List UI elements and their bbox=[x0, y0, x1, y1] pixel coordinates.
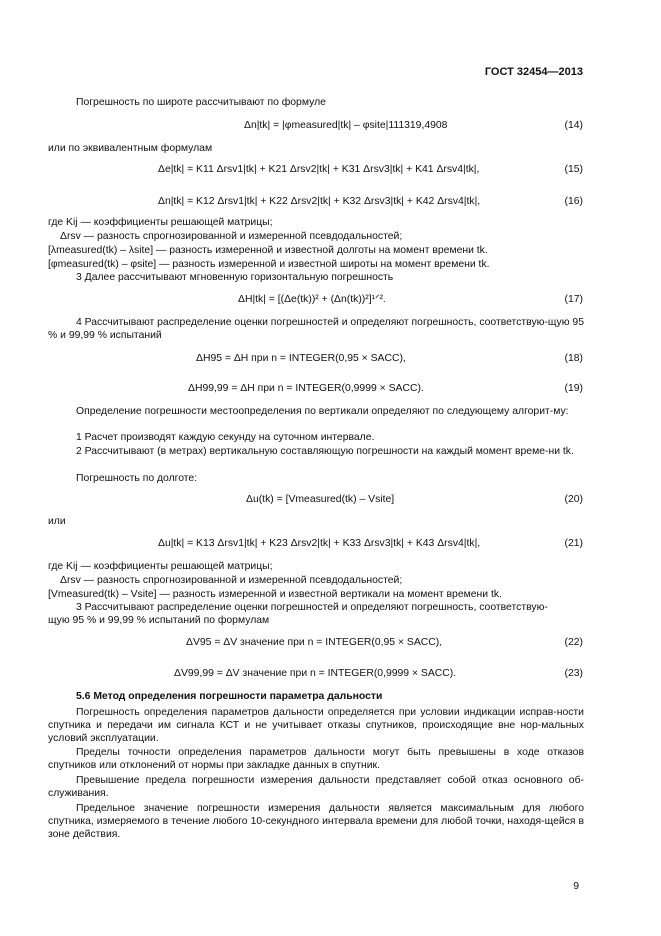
paragraph-6: Погрешность определения параметров дальности определяется при условии индикации исправ-ности спутника и передачи им сигнала КСТ и не учитывает отказы спутников, происходящие вне нор-мальных условий эксплуатации. bbox=[48, 707, 584, 744]
equation-19: ΔH99,99 = ΔH при n = INTEGER(0,9999 × SACC). bbox=[188, 383, 424, 394]
line-12: щую 95 % и 99,99 % испытаний по формулам bbox=[48, 615, 270, 626]
paragraph-7: Пределы точности определения параметров дальности могут быть превышены в ходе отказов спутников или отклонений от нормы при закладке данных в спутник. bbox=[48, 747, 584, 771]
equation-14: Δn|tk| = |φmeasured|tk| – φsite|111319,4908 bbox=[244, 120, 448, 131]
equation-16-number: (16) bbox=[564, 196, 583, 207]
equation-15-number: (15) bbox=[564, 164, 583, 175]
section-heading: 5.6 Метод определения погрешности параметра дальности bbox=[76, 691, 383, 702]
equation-15: Δe|tk| = K11 Δrsv1|tk| + K21 Δrsv2|tk| + K31 Δrsv3|tk| + K41 Δrsv4|tk|, bbox=[158, 164, 480, 175]
line-or: или bbox=[48, 516, 66, 527]
equation-22: ΔV95 = ΔV значение при n = INTEGER(0,95 × SACC), bbox=[186, 637, 443, 648]
paragraph-2: Определение погрешности местоопределения по вертикали определяют по следующему алгорит-му: bbox=[76, 406, 569, 417]
paragraph-5: Погрешность по долготе: bbox=[76, 473, 198, 484]
paragraph-9: Предельное значение погрешности измерения дальности является максимальным для любого спутника, измеряемого в течение любого 10-секундного интервала времени для любой точки, находя-щейся в зоне действия. bbox=[48, 803, 584, 840]
line-9: Δrsv — разность спрогнозированной и измеренной псевдодальностей; bbox=[60, 575, 403, 586]
paragraph-3: 1 Расчет производят каждую секунду на суточном интервале. bbox=[76, 432, 375, 443]
line-5: [λmeasured(tk) – λsite] — разность измеренной и известной долготы на момент времени tk. bbox=[48, 245, 488, 256]
equation-18-number: (18) bbox=[564, 353, 583, 364]
document-header: ГОСТ 32454—2013 bbox=[484, 66, 583, 78]
equation-23: ΔV99,99 = ΔV значение при n = INTEGER(0,9999 × SACC). bbox=[174, 668, 457, 679]
line-7: 3 Далее рассчитывают мгновенную горизонтальную погрешность bbox=[76, 272, 394, 283]
line-2: или по эквивалентным формулам bbox=[48, 143, 213, 154]
equation-20: Δu(tk) = [Vmeasured(tk) – Vsite] bbox=[246, 494, 395, 505]
equation-17: ΔH|tk| = [(Δe(tk))² + (Δn(tk))²]¹ᐟ². bbox=[238, 294, 386, 305]
line-10: [Vmeasured(tk) – Vsite] — разность измеренной и известной вертикали на момент времени tk. bbox=[48, 589, 502, 600]
equation-20-number: (20) bbox=[564, 494, 583, 505]
equation-17-number: (17) bbox=[564, 294, 583, 305]
line-11: 3 Рассчитывают распределение оценки погрешностей и определяют погрешность, соответствую- bbox=[76, 602, 548, 613]
line-4: Δrsv — разность спрогнозированной и измеренной псевдодальностей; bbox=[60, 231, 403, 242]
equation-21-number: (21) bbox=[564, 538, 583, 549]
line-6: [φmeasured(tk) – φsite] — разность измеренной и известной широты на момент времени tk. bbox=[48, 259, 490, 270]
equation-23-number: (23) bbox=[564, 668, 583, 679]
line-3: где Kij — коэффициенты решающей матрицы; bbox=[48, 217, 273, 228]
equation-22-number: (22) bbox=[564, 637, 583, 648]
equation-19-number: (19) bbox=[564, 383, 583, 394]
equation-18: ΔH95 = ΔH при n = INTEGER(0,95 × SACC), bbox=[196, 353, 406, 364]
paragraph-8: Превышение предела погрешности измерения дальности представляет собой отказ основного об-служивания. bbox=[48, 775, 584, 799]
equation-14-number: (14) bbox=[564, 120, 583, 131]
equation-21: Δu|tk| = K13 Δrsv1|tk| + K23 Δrsv2|tk| + K33 Δrsv3|tk| + K43 Δrsv4|tk|, bbox=[158, 538, 481, 549]
page-number: 9 bbox=[573, 881, 579, 892]
equation-16: Δn|tk| = K12 Δrsv1|tk| + K22 Δrsv2|tk| + K32 Δrsv3|tk| + K42 Δrsv4|tk|, bbox=[158, 196, 481, 207]
line-1: Погрешность по широте рассчитывают по формуле bbox=[76, 97, 326, 108]
paragraph-4: 2 Рассчитывают (в метрах) вертикальную составляющую погрешности на каждый момент време-ни tk. bbox=[76, 446, 574, 457]
paragraph-1: 4 Рассчитывают распределение оценки погрешностей и определяют погрешность, соответствую-щую 95 % и 99,99 % испытаний bbox=[48, 317, 584, 341]
line-8: где Kij — коэффициенты решающей матрицы; bbox=[48, 561, 273, 572]
